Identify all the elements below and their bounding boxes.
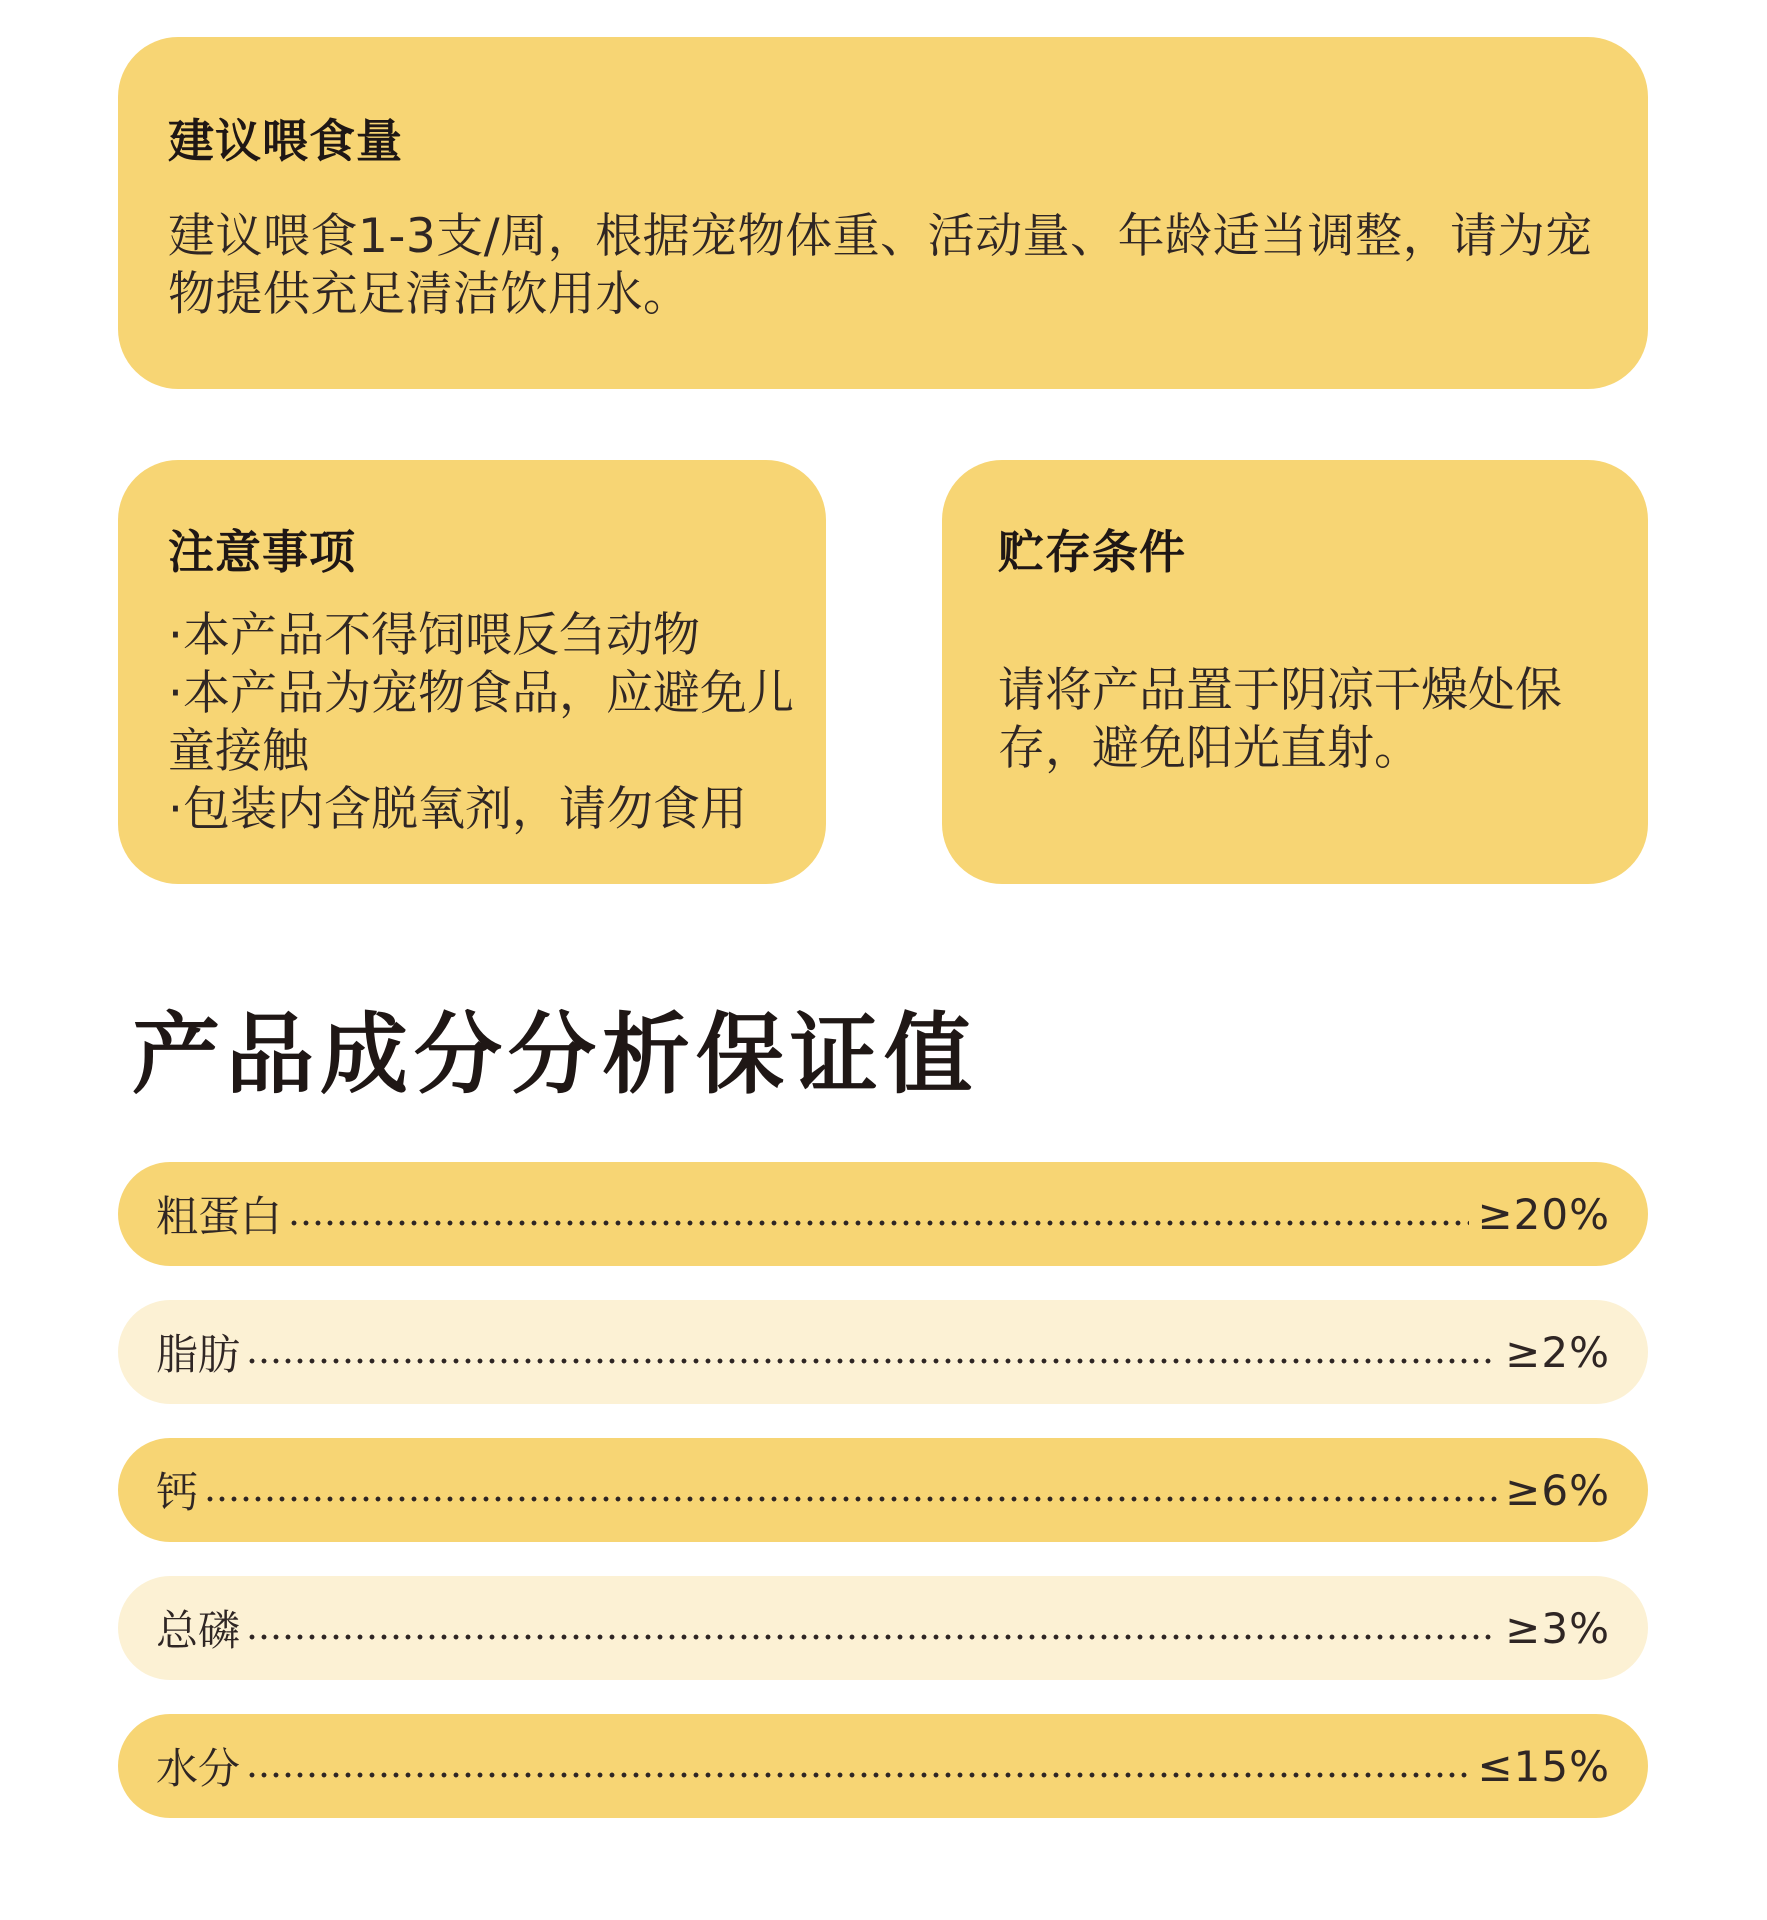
row-name: 脂肪	[156, 1330, 241, 1379]
feeding-title: 建议喂食量	[168, 114, 403, 168]
analysis-row-calcium	[118, 1438, 1648, 1542]
row-name: 水分	[156, 1744, 241, 1793]
dot-leader	[246, 1632, 1497, 1642]
analysis-row-protein	[118, 1162, 1648, 1266]
dot-leader	[204, 1494, 1497, 1504]
analysis-row-phosphorus	[118, 1576, 1648, 1680]
analysis-row-fat	[118, 1300, 1648, 1404]
caution-list	[168, 607, 798, 839]
caution-item: ·本产品不得饲喂反刍动物	[168, 608, 700, 663]
caution-item: ·包装内含脱氧剂，请勿食用	[168, 782, 747, 837]
dot-leader	[288, 1218, 1469, 1228]
storage-title: 贮存条件	[998, 525, 1186, 579]
row-value: ≤15%	[1477, 1741, 1610, 1791]
caution-card	[118, 460, 826, 884]
row-value: ≥2%	[1505, 1327, 1610, 1377]
analysis-row-moisture	[118, 1714, 1648, 1818]
row-name: 钙	[156, 1468, 199, 1517]
caution-title: 注意事项	[168, 525, 356, 579]
caution-item: ·本产品为宠物食品，应避免儿童接触	[168, 666, 794, 779]
dot-leader	[246, 1356, 1497, 1366]
dot-leader	[246, 1770, 1469, 1780]
row-value: ≥20%	[1477, 1189, 1610, 1239]
row-value: ≥6%	[1505, 1465, 1610, 1515]
analysis-title: 产品成分分析保证值	[132, 1003, 979, 1106]
row-name: 总磷	[156, 1606, 241, 1655]
feeding-card	[118, 37, 1648, 389]
row-value: ≥3%	[1505, 1603, 1610, 1653]
storage-text: 请将产品置于阴凉干燥处保存，避免阳光直射。	[998, 663, 1562, 776]
feeding-text: 建议喂食1-3支/周，根据宠物体重、活动量、年龄适当调整，请为宠物提供充足清洁饮用水。	[168, 209, 1593, 322]
storage-card	[942, 460, 1648, 884]
row-name: 粗蛋白	[156, 1192, 283, 1241]
